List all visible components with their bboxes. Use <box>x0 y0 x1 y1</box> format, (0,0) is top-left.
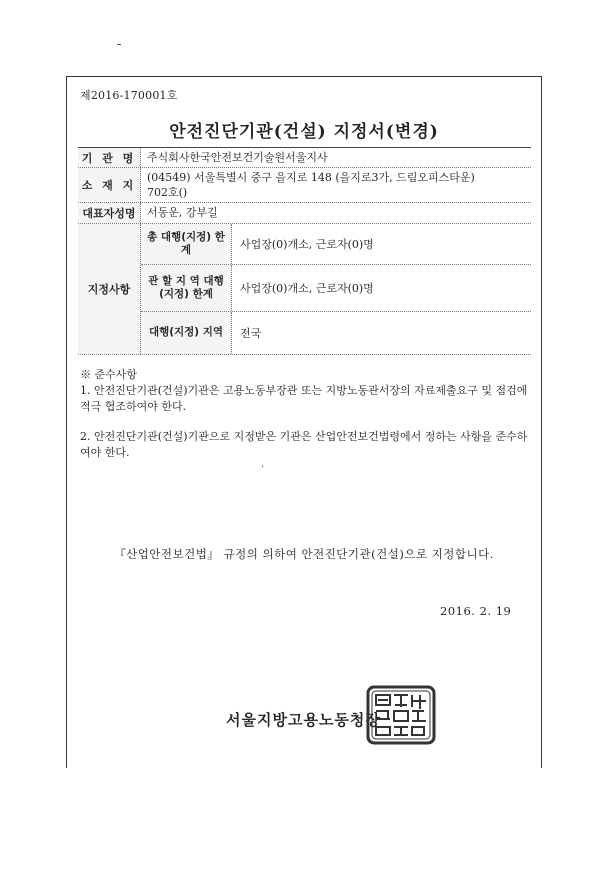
agency-row <box>78 148 531 168</box>
designation-subrow <box>141 265 531 311</box>
representative-value: 서동운, 강부길 <box>147 206 218 219</box>
note-item-1: 1. 안전진단기관(건설)기관은 고용노동부장관 또는 지방노동관서장의 자료제출요구 및 점검에 적극 협조하여야 한다. <box>80 384 528 413</box>
document-number: 제2016-170001호 <box>80 89 178 102</box>
representative-label: 대표자성명 <box>78 203 141 223</box>
notes-heading: ※ 준수사항 <box>80 368 138 381</box>
total-limit-label: 총 대행(지정) 한 계 <box>141 224 232 264</box>
declaration-text: 『산업안전보건법』 규정의 의하여 안전진단기관(건설)으로 지정합니다. <box>114 547 494 561</box>
agency-value: 주식회사한국안전보건기술원서울지사 <box>147 151 328 164</box>
document-title: 안전진단기관(건설) 지정서(변경) <box>169 122 439 142</box>
scan-mark: ʼ <box>261 465 264 474</box>
note-item-2: 2. 안전진단기관(건설)기관으로 지정받은 기관은 산업안전보건법령에서 정하는 사항을 준수하여야 한다. <box>80 430 528 459</box>
jurisdiction-limit-label: 관 할 지 역 대행(지정) 한계 <box>141 265 232 310</box>
issuer-name: 서울지방고용노동청장 <box>226 711 381 729</box>
designation-subrow <box>141 224 531 265</box>
designation-label: 지정사항 <box>78 224 141 354</box>
address-label: 소 재 지 <box>78 168 141 202</box>
total-limit-value: 사업장(0)개소, 근로자(0)명 <box>240 238 374 252</box>
issue-date: 2016. 2. 19 <box>440 604 512 618</box>
compliance-notes <box>80 367 530 461</box>
designation-row <box>78 224 531 355</box>
jurisdiction-limit-value: 사업장(0)개소, 근로자(0)명 <box>240 282 374 296</box>
agency-label: 기 관 명 <box>78 148 141 167</box>
designated-region-value: 전국 <box>240 326 262 340</box>
info-table <box>78 147 531 355</box>
address-value <box>141 168 531 202</box>
address-line-1: (04549) 서울특별시 중구 을지로 148 (을지로3가, 드림오피스타운) <box>147 171 475 184</box>
designation-subrow <box>141 312 531 354</box>
representative-row <box>78 203 531 224</box>
address-line-2: 702호() <box>147 186 188 199</box>
official-seal-icon <box>366 685 436 745</box>
designation-details <box>141 224 531 354</box>
address-row <box>78 168 531 203</box>
scan-speck <box>117 44 121 45</box>
designated-region-label: 대행(지정) 지역 <box>141 312 232 354</box>
